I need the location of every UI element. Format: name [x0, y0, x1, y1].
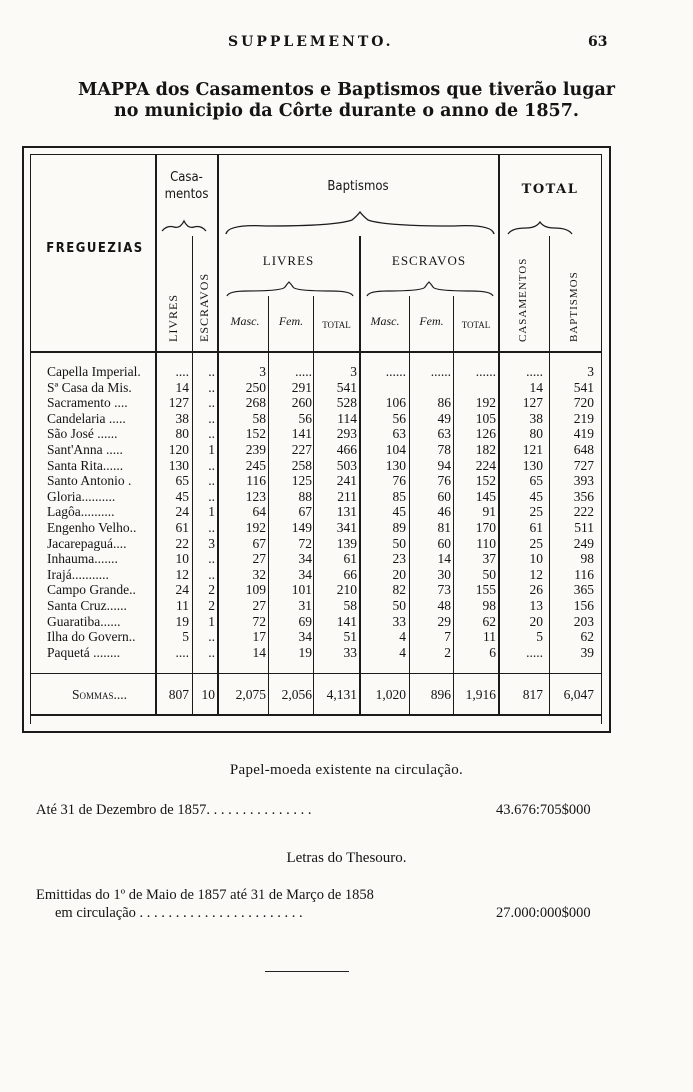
cell-total-casamentos: 5 — [536, 629, 543, 645]
sums-cas-escravos: 10 — [201, 687, 215, 702]
cell-total-casamentos: 12 — [529, 566, 543, 582]
cell-cas-escravos: .. — [208, 410, 215, 426]
cell-escravos-fem: 14 — [437, 551, 451, 567]
cell-escravos-masc: 56 — [392, 410, 406, 426]
cell-livres-masc: 67 — [252, 535, 266, 551]
cell-escravos-total: 50 — [482, 566, 496, 582]
parish-name: Sª Casa da Mis. — [47, 379, 132, 395]
cell-cas-livres: 130 — [168, 457, 189, 473]
cell-escravos-total: 11 — [483, 629, 496, 645]
cell-escravos-fem: 2 — [444, 644, 451, 660]
page-number: 63 — [588, 34, 608, 50]
cell-escravos-masc: 50 — [392, 598, 406, 613]
sums-livres-masc: 2,075 — [235, 687, 266, 702]
header-baptismos: Baptismos — [327, 179, 389, 194]
cell-cas-livres: 24 — [175, 504, 189, 520]
cell-livres-masc: 245 — [245, 457, 266, 473]
cell-livres-fem: 149 — [291, 520, 312, 535]
cell-total-casamentos: 13 — [529, 598, 543, 613]
cell-total-casamentos: 25 — [529, 504, 543, 520]
cell-escravos-total: 192 — [475, 395, 496, 411]
header-casamentos-escravos: ESCRAVOS — [197, 272, 211, 342]
cell-cas-livres: 5 — [182, 629, 189, 645]
cell-cas-livres: 10 — [175, 551, 189, 567]
sums-livres-total: 4,131 — [326, 687, 357, 702]
cell-escravos-masc: 50 — [392, 535, 406, 551]
cell-cas-escravos: .. — [208, 629, 215, 645]
cell-total-casamentos: 38 — [529, 410, 543, 426]
cell-cas-escravos: .. — [208, 488, 215, 504]
cell-livres-masc: 17 — [252, 629, 266, 645]
header-casamentos-1: Casa- — [170, 170, 203, 185]
cell-livres-masc: 152 — [245, 426, 266, 442]
parish-name: Sant'Anna ..... — [47, 442, 123, 457]
letras-heading: Letras do Thesouro. — [286, 850, 407, 866]
cell-livres-total: 141 — [336, 613, 357, 629]
cell-cas-livres: .... — [175, 364, 189, 379]
cell-escravos-total: 105 — [475, 410, 496, 426]
parish-name: São José ...... — [47, 426, 118, 442]
cell-total-casamentos: 121 — [522, 442, 543, 457]
cell-total-baptismos: 222 — [573, 504, 594, 520]
cell-cas-escravos: .. — [208, 379, 215, 395]
header-livres-masc: Masc. — [230, 314, 260, 328]
cell-total-casamentos: 127 — [522, 395, 543, 411]
cell-total-baptismos: 393 — [573, 473, 594, 489]
cell-cas-livres: 80 — [175, 426, 189, 442]
cell-total-casamentos: 80 — [529, 426, 543, 442]
cell-cas-escravos: .. — [208, 364, 215, 379]
cell-escravos-total: 145 — [475, 488, 496, 504]
cell-livres-masc: 27 — [252, 598, 266, 613]
cell-cas-escravos: .. — [208, 644, 215, 660]
parish-name: Capella Imperial. — [47, 364, 141, 379]
cell-cas-escravos: 1 — [208, 613, 215, 629]
cell-livres-total: 131 — [336, 504, 357, 520]
cell-livres-masc: 123 — [245, 488, 266, 504]
header-baptismos-escravos: ESCRAVOS — [391, 253, 467, 268]
cell-livres-fem: 101 — [291, 582, 312, 598]
cell-escravos-fem: 94 — [437, 457, 451, 473]
running-header: SUPPLEMENTO. — [228, 34, 394, 50]
cell-livres-total: 51 — [343, 629, 357, 645]
cell-livres-total: 61 — [343, 551, 357, 567]
cell-total-casamentos: 14 — [529, 379, 543, 395]
cell-livres-total: 139 — [336, 535, 357, 551]
cell-total-casamentos: 20 — [529, 613, 543, 629]
cell-escravos-total: 110 — [476, 535, 496, 551]
cell-livres-fem: 88 — [298, 488, 312, 504]
cell-livres-masc: 58 — [252, 410, 266, 426]
cell-cas-livres: 65 — [175, 473, 189, 489]
cell-escravos-masc: 33 — [392, 613, 406, 629]
sums-escravos-fem: 896 — [430, 687, 451, 702]
cell-escravos-fem: 29 — [437, 613, 451, 629]
cell-livres-fem: 72 — [298, 535, 312, 551]
cell-cas-escravos: .. — [208, 426, 215, 442]
cell-total-baptismos: 365 — [573, 582, 594, 598]
cell-livres-masc: 109 — [245, 582, 266, 598]
cell-livres-total: 503 — [336, 457, 357, 473]
sums-total-casamentos: 817 — [522, 687, 543, 702]
header-total-baptismos: BAPTISMOS — [568, 271, 580, 342]
header-livres-fem: Fem. — [278, 314, 304, 328]
cell-escravos-masc: 4 — [399, 644, 406, 660]
header-escravos-fem: Fem. — [419, 314, 444, 328]
cell-livres-total: 293 — [336, 426, 357, 442]
cell-cas-livres: 38 — [175, 410, 189, 426]
table-title-line1: MAPPA dos Casamentos e Baptismos que tiverão lugar — [77, 80, 616, 100]
cell-livres-masc: 27 — [252, 551, 266, 567]
cell-escravos-total: 182 — [475, 442, 496, 457]
cell-livres-fem: 34 — [298, 629, 312, 645]
cell-total-casamentos: 45 — [529, 488, 543, 504]
cell-escravos-masc: 63 — [392, 426, 406, 442]
header-livres-total: TOTAL — [322, 320, 351, 330]
cell-escravos-fem: ...... — [430, 364, 451, 379]
cell-total-casamentos: ..... — [526, 644, 543, 660]
cell-livres-masc: 116 — [246, 473, 266, 489]
header-baptismos-livres: LIVRES — [262, 253, 315, 268]
cell-cas-escravos: 1 — [208, 504, 215, 520]
cell-livres-masc: 268 — [245, 395, 266, 411]
sums-total-baptismos: 6,047 — [563, 687, 594, 702]
cell-livres-masc: 72 — [252, 613, 266, 629]
letras-line1: Emittidas do 1º de Maio de 1857 até 31 de Março de 1858 — [36, 887, 374, 903]
cell-escravos-masc: 106 — [385, 395, 406, 411]
cell-cas-livres: .... — [175, 644, 189, 660]
cell-livres-fem: 31 — [298, 598, 312, 613]
cell-escravos-fem: 60 — [437, 535, 451, 551]
letras-value: 27.000:000$000 — [496, 905, 591, 921]
cell-livres-masc: 32 — [252, 566, 266, 582]
cell-total-casamentos: ..... — [526, 364, 543, 379]
cell-total-baptismos: 156 — [573, 598, 594, 613]
cell-total-casamentos: 130 — [522, 457, 543, 473]
cell-livres-fem: 260 — [291, 395, 312, 411]
cell-livres-total: 466 — [336, 442, 357, 457]
closing-rule — [265, 971, 349, 972]
cell-livres-masc: 239 — [245, 442, 266, 457]
marriages-baptisms-table — [22, 146, 609, 731]
cell-escravos-fem: 49 — [437, 410, 451, 426]
papel-moeda-heading: Papel-moeda existente na circulação. — [229, 762, 464, 778]
parish-name: Inhauma....... — [47, 551, 118, 567]
cell-livres-total: 541 — [336, 379, 357, 395]
cell-escravos-fem: 78 — [437, 442, 451, 457]
cell-livres-total: 33 — [343, 644, 357, 660]
cell-escravos-fem: 30 — [437, 566, 451, 582]
cell-escravos-masc: 82 — [392, 582, 406, 598]
cell-escravos-masc: 89 — [392, 520, 406, 535]
letras-line2: em circulação . . . . . . . . . . . . . . . . . . . . . . . — [55, 905, 303, 921]
sums-escravos-total: 1,916 — [465, 687, 496, 702]
cell-total-baptismos: 511 — [574, 520, 594, 535]
cell-livres-total: 341 — [336, 520, 357, 535]
cell-livres-masc: 64 — [252, 504, 266, 520]
cell-total-baptismos: 249 — [573, 535, 594, 551]
cell-escravos-total: 37 — [482, 551, 496, 567]
cell-cas-escravos: 3 — [208, 535, 215, 551]
cell-escravos-total: 98 — [482, 598, 496, 613]
cell-livres-total: 241 — [336, 473, 357, 489]
parish-name: Ilha do Govern.. — [47, 629, 136, 645]
cell-total-casamentos: 10 — [529, 551, 543, 567]
sums-label: Sommas.... — [72, 687, 128, 702]
cell-escravos-masc: 4 — [399, 629, 406, 645]
cell-escravos-total: 62 — [482, 613, 496, 629]
cell-escravos-fem: 73 — [437, 582, 451, 598]
cell-livres-fem: 67 — [298, 504, 312, 520]
parish-name: Guaratiba...... — [47, 613, 121, 629]
cell-cas-livres: 12 — [175, 566, 189, 582]
cell-escravos-total: 91 — [482, 504, 496, 520]
parish-name: Sacramento .... — [47, 395, 128, 411]
cell-total-casamentos: 26 — [529, 582, 543, 598]
cell-livres-fem: 141 — [291, 426, 312, 442]
cell-cas-livres: 120 — [168, 442, 189, 457]
cell-escravos-masc: 130 — [385, 457, 406, 473]
papel-moeda-value: 43.676:705$000 — [496, 802, 591, 818]
cell-livres-total: 114 — [337, 410, 357, 426]
cell-total-baptismos: 203 — [573, 613, 594, 629]
sums-escravos-masc: 1,020 — [375, 687, 406, 702]
cell-escravos-masc: ...... — [385, 364, 406, 379]
cell-livres-fem: 34 — [298, 566, 312, 582]
cell-escravos-masc: 20 — [392, 566, 406, 582]
cell-escravos-total: 224 — [475, 457, 496, 473]
cell-escravos-masc: 104 — [385, 442, 406, 457]
cell-cas-escravos: 1 — [208, 442, 215, 457]
cell-cas-livres: 14 — [175, 379, 189, 395]
sums-livres-fem: 2,056 — [281, 687, 312, 702]
cell-escravos-total: 155 — [475, 582, 496, 598]
cell-escravos-fem: 7 — [444, 629, 451, 645]
cell-escravos-total: 126 — [475, 426, 496, 442]
cell-cas-escravos: 2 — [208, 598, 215, 613]
cell-cas-escravos: .. — [208, 551, 215, 567]
cell-cas-escravos: .. — [208, 395, 215, 411]
cell-livres-fem: 291 — [291, 379, 312, 395]
cell-livres-fem: 69 — [298, 613, 312, 629]
cell-cas-livres: 127 — [168, 395, 189, 411]
cell-escravos-masc: 23 — [392, 551, 406, 567]
cell-escravos-masc: 76 — [392, 473, 406, 489]
cell-total-baptismos: 62 — [580, 629, 594, 645]
cell-livres-total: 58 — [343, 598, 357, 613]
cell-cas-livres: 45 — [175, 488, 189, 504]
cell-cas-escravos: .. — [208, 457, 215, 473]
cell-cas-escravos: .. — [208, 473, 215, 489]
cell-total-baptismos: 116 — [574, 566, 594, 582]
cell-escravos-total: 152 — [475, 473, 496, 489]
header-total-casamentos: CASAMENTOS — [517, 257, 529, 342]
cell-total-baptismos: 720 — [573, 395, 594, 411]
parish-name: Jacarepaguá.... — [47, 535, 127, 551]
cell-livres-fem: 125 — [291, 473, 312, 489]
cell-cas-escravos: .. — [208, 520, 215, 535]
cell-cas-livres: 19 — [175, 613, 189, 629]
cell-total-baptismos: 419 — [573, 426, 594, 442]
cell-total-casamentos: 61 — [529, 520, 543, 535]
table-title-line2: no municipio da Côrte durante o anno de 1857. — [114, 101, 579, 121]
cell-cas-escravos: 2 — [208, 582, 215, 598]
cell-escravos-fem: 48 — [437, 598, 451, 613]
cell-livres-fem: 19 — [298, 644, 312, 660]
parish-name: Gloria.......... — [47, 488, 116, 504]
cell-livres-total: 210 — [336, 582, 357, 598]
cell-total-baptismos: 219 — [573, 410, 594, 426]
sums-cas-livres: 807 — [168, 687, 189, 702]
cell-livres-fem: ..... — [295, 364, 312, 379]
cell-escravos-masc: 45 — [392, 504, 406, 520]
parish-name: Engenho Velho.. — [47, 520, 137, 535]
cell-escravos-fem: 76 — [437, 473, 451, 489]
header-freguezias: FREGUEZIAS — [46, 241, 144, 256]
header-casamentos-livres: LIVRES — [166, 294, 180, 342]
cell-livres-total: 66 — [343, 566, 357, 582]
cell-livres-fem: 56 — [298, 410, 312, 426]
parish-name: Santa Cruz...... — [47, 598, 127, 613]
header-total: TOTAL — [521, 182, 579, 197]
cell-total-baptismos: 39 — [580, 644, 594, 660]
parish-name: Santa Rita...... — [47, 457, 124, 473]
cell-total-baptismos: 98 — [580, 551, 594, 567]
parish-name: Campo Grande.. — [47, 582, 136, 598]
cell-total-baptismos: 727 — [573, 457, 594, 473]
header-escravos-total: TOTAL — [461, 320, 491, 330]
papel-moeda-line: Até 31 de Dezembro de 1857. . . . . . . . . . . . . . . — [36, 802, 312, 818]
cell-total-baptismos: 3 — [587, 364, 594, 379]
cell-cas-livres: 11 — [176, 598, 189, 613]
cell-total-baptismos: 356 — [573, 488, 594, 504]
cell-cas-livres: 61 — [175, 520, 189, 535]
cell-livres-total: 3 — [350, 364, 357, 379]
cell-livres-masc: 250 — [245, 379, 266, 395]
cell-escravos-total: 170 — [475, 520, 496, 535]
cell-total-casamentos: 65 — [529, 473, 543, 489]
cell-livres-masc: 192 — [245, 520, 266, 535]
cell-livres-masc: 3 — [259, 364, 266, 379]
cell-escravos-fem: 63 — [437, 426, 451, 442]
header-casamentos-2: mentos — [164, 187, 209, 202]
cell-escravos-fem: 46 — [437, 504, 451, 520]
cell-escravos-fem: 60 — [437, 488, 451, 504]
cell-livres-fem: 258 — [291, 457, 312, 473]
cell-livres-total: 528 — [336, 395, 357, 411]
parish-name: Candelaria ..... — [47, 410, 126, 426]
cell-escravos-total: 6 — [489, 644, 496, 660]
cell-livres-total: 211 — [337, 488, 357, 504]
cell-cas-livres: 22 — [175, 535, 189, 551]
cell-escravos-masc: 85 — [392, 488, 406, 504]
parish-name: Irajá........... — [47, 566, 109, 582]
cell-total-baptismos: 541 — [573, 379, 594, 395]
parish-name: Paquetá ........ — [47, 644, 121, 660]
cell-escravos-total: ...... — [475, 364, 496, 379]
parish-name: Lagôa.......... — [47, 504, 115, 520]
cell-total-casamentos: 25 — [529, 535, 543, 551]
cell-cas-livres: 24 — [175, 582, 189, 598]
cell-livres-fem: 34 — [298, 551, 312, 567]
parish-name: Santo Antonio . — [47, 473, 132, 489]
cell-total-baptismos: 648 — [573, 442, 594, 457]
header-escravos-masc: Masc. — [370, 314, 400, 328]
cell-escravos-fem: 81 — [437, 520, 451, 535]
cell-livres-masc: 14 — [252, 644, 266, 660]
cell-cas-escravos: .. — [208, 566, 215, 582]
cell-escravos-fem: 86 — [437, 395, 451, 411]
cell-livres-fem: 227 — [291, 442, 312, 457]
